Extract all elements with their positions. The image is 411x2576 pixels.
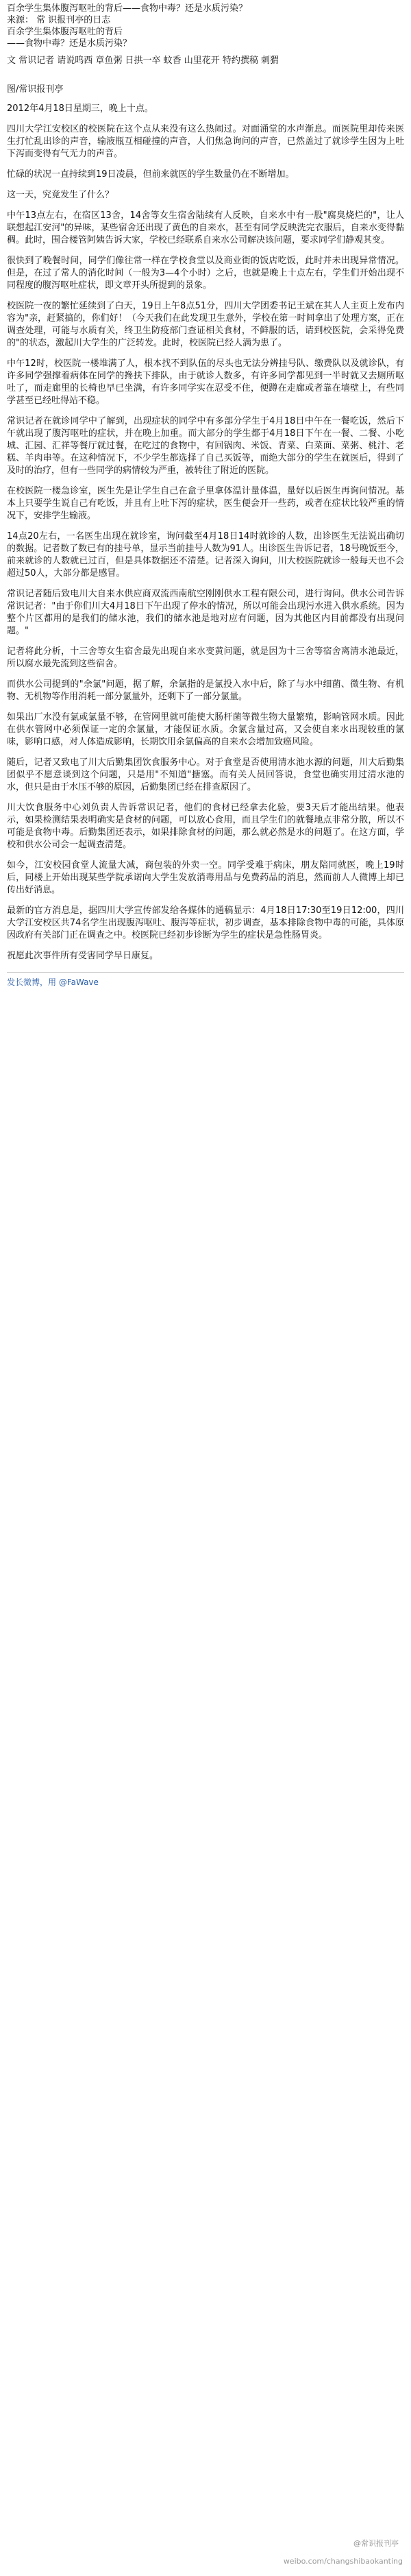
fawave-footer-link[interactable]: 发长微博，用 @FaWave: [7, 972, 404, 988]
paragraph: 常识记者随后致电川大自来水供应商双流西南航空刚刚供水工程有限公司，进行询问。供水公司告诉常识记者："由于你们川大4月18日下午出现了停水的情况，所以可能会出现污水进入供水系统。因为整个片区都用的是我们的储水池，我们的储水池是地对应有问题，因为其他区内目前都没有出现问题。": [7, 589, 404, 636]
header-source: 来源： 常 识报刊亭的日志: [7, 15, 111, 25]
separator: [7, 67, 404, 74]
paragraph: 四川大学江安校区的校医院在这个点从来没有这么热闹过。对面涌堂的水声渐息。而医院里却传来医生打忙乱出诊的声音，输液瓶互相碰撞的声音，人们焦急询问的声音，已然盖过了就诊学生因为上吐下泻而变得有气无力的声音。: [7, 124, 404, 159]
header-title-line1: 百余学生集体腹泻呕吐的背后: [7, 27, 123, 37]
paragraph: 中午12时，校医院一楼堆满了人，根本找不到队伍的尽头也无法分辨挂号队、缴费队以及就诊队，有许多同学强撑着病体在同学的搀扶下排队，由于就诊人数多，有许多同学都见到一半时就又去厕所呕吐了，而走廊里的长椅也早已坐满，有许多同学实在忍受不住，便蹲在走廊或者靠在墙壁上，有些同学甚至已经吐得站不稳。: [7, 359, 404, 406]
paragraph: 而供水公司提到的"余氯"问题，据了解，余氯指的是氯投入水中后，除了与水中细菌、微生物、有机物、无机物等作用消耗一部分氯量外，还剩下了一部分氯量。: [7, 679, 404, 702]
watermark-handle: @常识报刊亭: [353, 2539, 399, 2548]
paragraph: 校医院一夜的繁忙延续到了白天，19日上午8点51分，四川大学团委书记王斌在其人人主页上发布内容为"亲，赶紧搞的，你们好！（今天我们在此发现卫生意外，学校在第一时间拿出了处理方案，正在调查处理，可能与水质有关，终卫生防疫部门查证相关食材，不鲜服的话，请到校医院，会采得免费的"的状态，激起川大学生的广泛转发。此时，校医院已经人满为患了。: [7, 301, 404, 348]
paragraph: 这一天，究竟发生了什么？: [7, 190, 114, 200]
article-header: [7, 0, 404, 49]
watermark-url: weibo.com/changshibaokanting: [283, 2557, 403, 2566]
dateline: 2012年4月18日星期三，晚上十点。: [7, 104, 153, 114]
paragraph: 记者将此分析，十三舍等女生宿舍最先出现自来水变黄问题，就是因为十三舍等宿舍离清水池最近，所以腐水最先流到这些宿舍。: [7, 646, 404, 669]
paragraph: 最新的官方消息是，据四川大学宣传部发给各媒体的通稿显示：4月18日17:30至19日12:00，四川大学江安校区共74名学生出现腹泻呕吐、腹泻等症状，初步调查，基本排除食物中毒的可能，具体原因政府有关部门正在调查之中。校医院已经初步诊断为学生的症状是急性肠胃炎。: [7, 906, 404, 940]
paragraph: 川大饮食服务中心刘负责人告诉常识记者，他们的食材已经拿去化验，要3天后才能出结果。他表示，如果检测结果表明确实是食材的问题，可以放心食用，而且学生们的就餐地点非常分散，所以不可能是食物中毒。后勤集团还表示，如果排除食材的问题，那么就必然是水的问题了。在这方面，学校和供水公司会一起调查清楚。: [7, 803, 404, 850]
paragraph: 忙碌的状况一直持续到19日凌晨，但前来就医的学生数量仍在不断增加。: [7, 169, 295, 180]
byline: 文 常识记者 请说呜西 章鱼粥 日拱一卒 蚊香 山里花开 特约撰稿 刺猬: [7, 56, 279, 66]
closing-wish: 祝愿此次事件所有受害同学早日康复。: [7, 951, 159, 961]
paragraph: 如果出厂水没有氯或氯量不够，在管网里就可能使大肠杆菌等微生物大量繁殖，影响管网水质。因此在供水管网中必须保证一定的余氯量，才能保证水质。余氯含量过高，又会使自来水出现较重的氯味，影响口感，对人体造成影响，长期饮用余氯偏高的自来水会增加致癌风险。: [7, 712, 404, 747]
paragraph: 很快到了晚餐时间，同学们像往常一样在学校食堂以及商业街的饭店吃饭，此时并未出现异常情况。但是，在过了常人的消化时间（一般为3—4个小时）之后，也就是晚上十点左右，学生们开始出现不同程度的腹泻呕吐症状，即文章开头所提到的景象。: [7, 256, 404, 291]
paragraph: 中午13点左右，在宿区13舍，14舍等女生宿舍陆续有人反映，自来水中有一股"腐臭烧烂的"，让人联想起江安河"的异味，某些宿舍还出现了黄色的自来水，甚至有同学反映洗完衣服后，自来水变得黏稠。此时，围合楼管阿姨告诉大家，学校已经联系自来水公司解决该问题，要求同学们静观其变。: [7, 210, 404, 245]
header-title: 百余学生集体腹泻呕吐的背后——食物中毒？还是水质污染？: [7, 3, 248, 14]
photo-credit: 图/常识报刊亭: [7, 84, 64, 95]
paragraph: 如今，江安校园食堂人流量大减，商包装的外卖一空。同学受难于病床，朋友陪同就医，晚上19时后，同楼上开始出现某些学院承诺向大学生发放消毒用品与免费药品的消息，然而前人人微博上却已传出好消息。: [7, 860, 404, 895]
paragraph: 在校医院一楼急诊室，医生先是让学生自己在盒子里拿体温计量体温，量好以后医生再询问情况。基本上只要学生说自己有吃饭，并且有上吐下泻的症状，医生便会开一些药，或者在症状比较严重的情况下，安排学生输液。: [7, 486, 404, 521]
article-body: [7, 123, 404, 962]
paragraph: 14点20左右，一名医生出现在就诊室，询问截至4月18日14时就诊的人数，出诊医生无法说出确切的数据。记者数了数已有的挂号单，显示当前挂号人数为91人。出诊医生告诉记者，18号晚饭至今，前来就诊的人数就已过百，但是具体数据还不清楚。记者深入询问，川大校医院就诊一般每天也不会超过50人，大部分都是感冒。: [7, 531, 404, 579]
paragraph: 随后，记者又致电了川大后勤集团饮食服务中心。对于食堂是否使用清水池水源的问题，川大后勤集团似乎不愿意谈到这个问题，只是用"不知道"搪塞。而有关人员回答说，食堂也确实用过清水池的水，但只是由于水压不够的原因，后勤集团已经在排查原因了。: [7, 757, 404, 792]
header-title-line2: ——食物中毒？还是水质污染？: [7, 38, 132, 49]
paragraph: 常识记者在就诊同学中了解到，出现症状的同学中有多部分学生于4月18日中午在一餐吃饭，然后下午就出现了腹泻呕吐的症状，并在晚上加重。而大部分的学生都于4月18日下午在一餐、二餐、小吃城、汇园、汇祥等餐厅就过餐，在吃过的食物中，有回锅肉、米饭、青菜、白菜面、菜粥、桃汁、老糕、羊肉串等。在这种情况下，不少学生都选择了自己买饭等，而绝大部分的学生在就医后，得到了及时的治疗，但有一些同学的病情较为严重，被转往了附近的医院。: [7, 416, 404, 476]
